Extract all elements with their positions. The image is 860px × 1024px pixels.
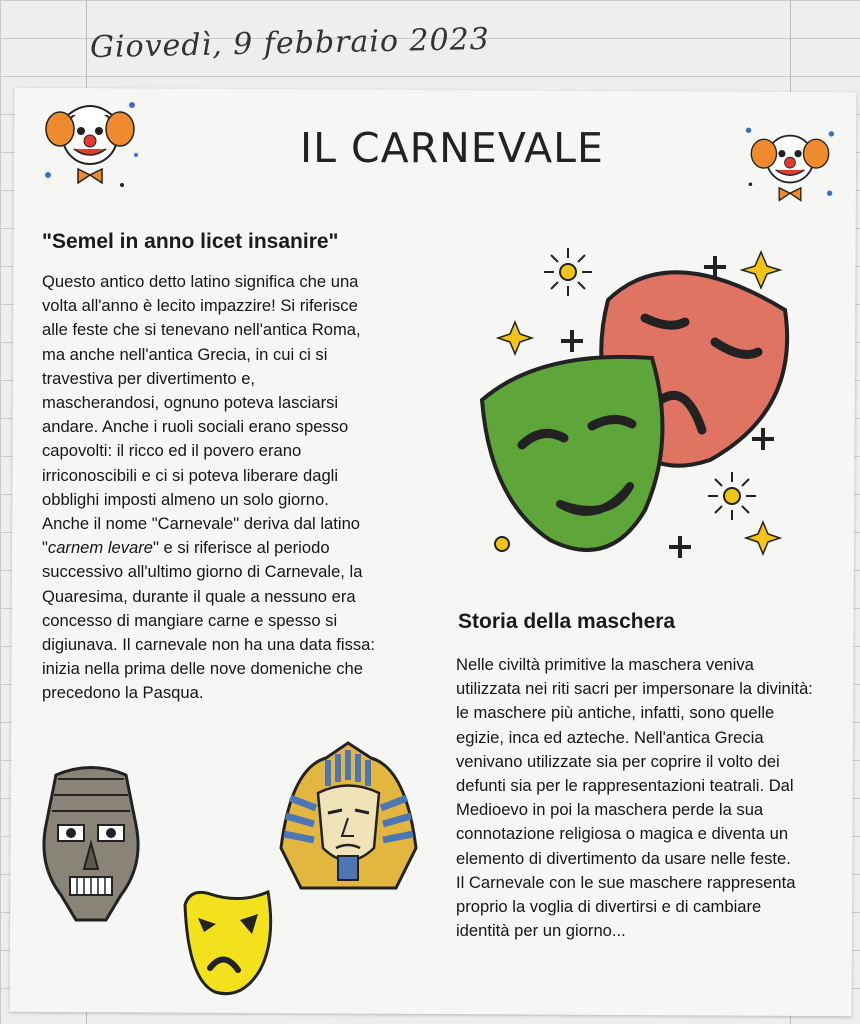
handwritten-date: Giovedì, 9 febbraio 2023 — [89, 21, 491, 66]
latin-phrase: carnem levare — [47, 538, 154, 558]
text-line: proprio la voglia di divertirsi e di cambiare — [456, 897, 762, 917]
text-line: Questo antico detto latino significa che una — [42, 272, 359, 291]
text-line: Il Carnevale con le sue maschere rappresenta — [456, 872, 796, 892]
text-line: precedono la Pasqua. — [42, 683, 204, 703]
text-line: travestiva per divertimento e, — [42, 368, 256, 388]
text-line: mascherandosi, ognuno poteva lasciarsi — [42, 393, 339, 413]
text-line: defunti sia per le rappresentazioni teatrali. Dal — [456, 776, 794, 796]
theatre-masks-icon — [480, 240, 800, 570]
left-section-heading: "Semel in anno licet insanire" — [42, 230, 339, 253]
text-line: irriconoscibili e ci si poteva liberare dagli — [42, 465, 339, 485]
text-line: andare. Anche i ruoli sociali erano spesso — [42, 417, 349, 437]
text-line: utilizzata nei riti sacri per impersonare la divinità: — [456, 679, 813, 699]
sad-mask-icon — [180, 880, 275, 1000]
aztec-mask-icon — [36, 765, 146, 925]
text-line: venivano utilizzate sia per coprire il volto dei — [456, 751, 780, 771]
text-line: Anche il nome "Carnevale" deriva dal latino — [42, 514, 361, 534]
text-line: identità per un giorno... — [456, 921, 626, 941]
text-line: connotazione religiosa o magica e diventa un — [456, 824, 789, 844]
text-line: elemento di divertimento da usare nelle feste. — [456, 848, 791, 868]
latin-line-rest: " e si riferisce al periodo — [153, 538, 330, 558]
text-line: obblighi imposti almeno un solo giorno. — [42, 489, 329, 509]
right-section-text — [456, 653, 836, 943]
clown-icon — [745, 120, 835, 208]
left-section-text — [42, 270, 442, 706]
pharaoh-mask-icon — [276, 738, 421, 898]
text-line: volta all'anno è lecito impazzire! Si riferisce — [42, 296, 358, 316]
text-line: capovolti: il ricco ed il povero erano — [42, 441, 302, 461]
text-line: digiunava. Il carnevale non ha una data fissa: — [42, 635, 376, 655]
text-line: successivo all'ultimo giorno di Carnevale, la — [42, 562, 363, 582]
text-line: Quaresima, durante il quale a nessuno era — [42, 586, 356, 606]
text-line: ma anche nell'antica Grecia, in cui ci si — [42, 344, 328, 364]
text-line: le maschere più antiche, infatti, sono quelle — [456, 703, 775, 723]
latin-line — [42, 536, 442, 560]
text-line: alle feste che si tenevano nell'antica Roma, — [42, 320, 361, 340]
text-line: Medioevo in poi la maschera perde la sua — [456, 800, 764, 820]
page-title: IL CARNEVALE — [300, 124, 604, 172]
clown-icon — [40, 95, 140, 190]
text-line: Nelle civiltà primitive la maschera veniva — [456, 655, 754, 674]
text-line: concesso di mangiare carne e spesso si — [42, 610, 338, 630]
right-section-heading: Storia della maschera — [458, 610, 676, 633]
text-line: inizia nella prima delle nove domeniche che — [42, 659, 364, 679]
quote-open: " — [42, 538, 48, 558]
text-line: egizie, inca ed azteche. Nell'antica Grecia — [456, 727, 764, 747]
